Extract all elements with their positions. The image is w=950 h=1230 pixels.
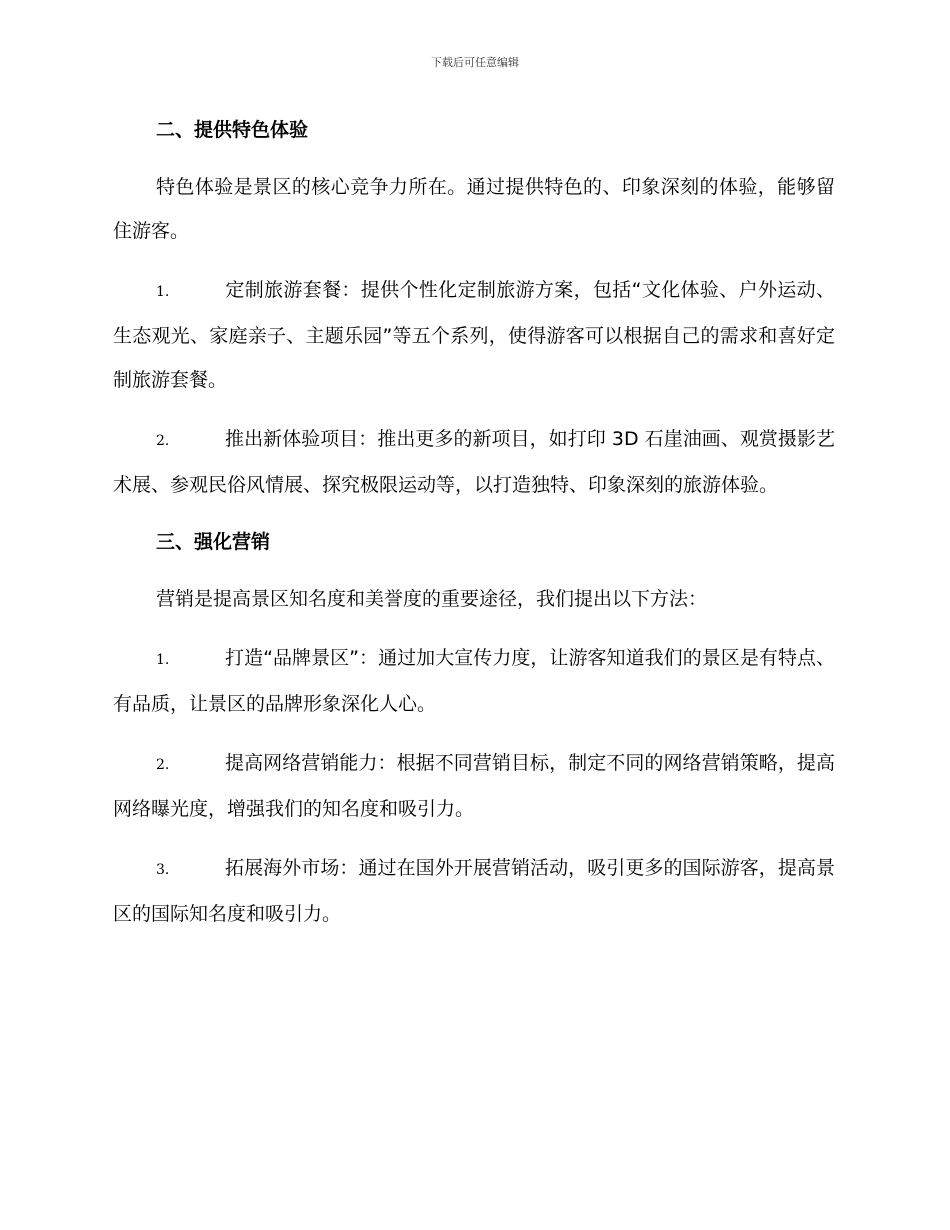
list-item-number: 2.	[156, 757, 170, 773]
section-heading: 二、提供特色体验	[156, 119, 309, 141]
list-item	[113, 636, 835, 726]
list-item	[113, 268, 835, 402]
page-header: 下载后可任意编辑	[431, 56, 519, 69]
list-item	[113, 846, 835, 936]
list-item-number: 3.	[156, 862, 170, 878]
list-item	[113, 741, 835, 831]
section-intro: 特色体验是景区的核心竞争力所在。通过提供特色的、印象深刻的体验，能够留住游客。	[113, 176, 835, 242]
list-item-text: 定制旅游套餐：提供个性化定制旅游方案，包括“文化体验、户外运动、生态观光、家庭亲子、主题乐园”等五个系列，使得游客可以根据自己的需求和喜好定制旅游套餐。	[113, 279, 835, 391]
list-item-text: 打造“品牌景区”：通过加大宣传力度，让游客知道我们的景区是有特点、有品质，让景区的品牌形象深化人心。	[113, 647, 835, 715]
list-item-number: 1.	[156, 284, 170, 300]
list-item-number: 1.	[156, 652, 170, 668]
list-item-text: 拓展海外市场：通过在国外开展营销活动，吸引更多的国际游客，提高景区的国际知名度和吸引力。	[113, 857, 835, 925]
list-item-text: 提高网络营销能力：根据不同营销目标，制定不同的网络营销策略，提高网络曝光度，增强我们的知名度和吸引力。	[113, 752, 835, 820]
list-item-number: 2.	[156, 433, 170, 449]
list-item-text: 推出新体验项目：推出更多的新项目，如打印 3D 石崖油画、观赏摄影艺术展、参观民俗风情展、探究极限运动等，以打造独特、印象深刻的旅游体验。	[113, 428, 835, 496]
document-body	[113, 110, 835, 951]
list-item	[113, 417, 835, 507]
section-intro: 营销是提高景区知名度和美誉度的重要途径，我们提出以下方法：	[156, 588, 708, 610]
section-heading: 三、强化营销	[156, 531, 271, 553]
